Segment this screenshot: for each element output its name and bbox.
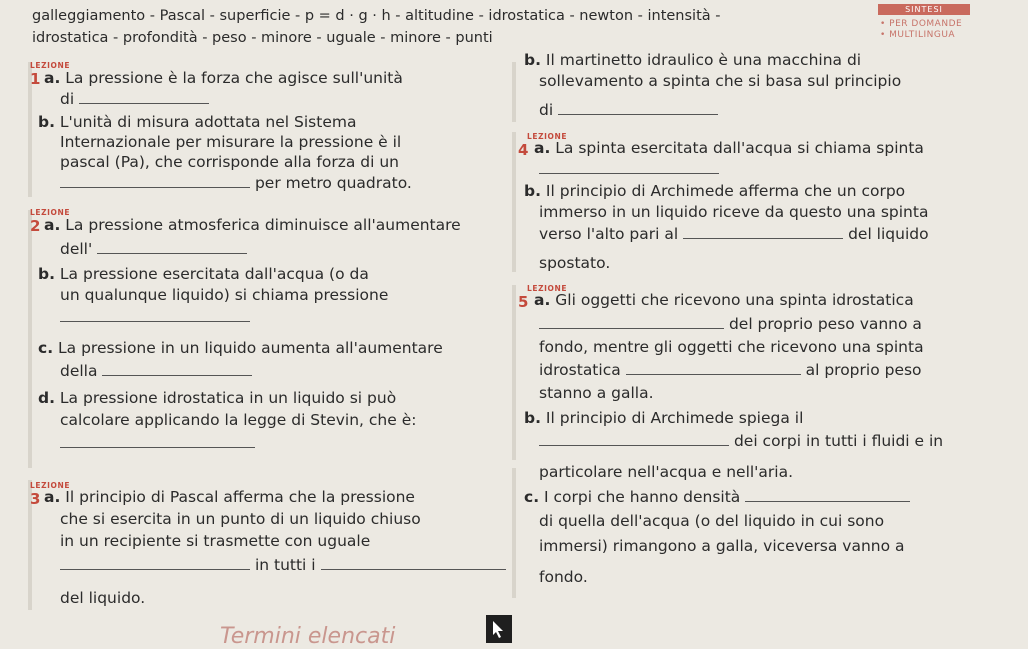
answer-blank[interactable] bbox=[60, 320, 250, 322]
q1b-right-line3: di bbox=[539, 101, 718, 119]
lesson-tag: LEZIONE bbox=[30, 208, 71, 217]
answer-blank[interactable] bbox=[558, 113, 718, 115]
q5a-text-line5: stanno a galla. bbox=[539, 384, 654, 402]
q1a-text-line2: di bbox=[60, 90, 209, 108]
question-number-1: 1 bbox=[30, 70, 41, 88]
q5c-text-line4: fondo. bbox=[539, 568, 588, 586]
sintesi-badge: SINTESI bbox=[878, 4, 970, 15]
q3a-text-line4: in tutti i bbox=[60, 556, 506, 574]
question-number-5: 5 bbox=[518, 293, 529, 311]
q2b-text-line2: un qualunque liquido) si chiama pressione bbox=[60, 286, 389, 304]
q1b-right-line2: sollevamento a spinta che si basa sul principio bbox=[539, 72, 902, 90]
q5a-text-line2: del proprio peso vanno a bbox=[539, 315, 922, 333]
q4a-text-line2 bbox=[539, 160, 719, 178]
q5b-text: b. Il principio di Archimede spiega il bbox=[524, 409, 804, 427]
question-number-3: 3 bbox=[30, 490, 41, 508]
section-title-footer: Termini elencati bbox=[220, 624, 396, 649]
q5b-text-line2: dei corpi in tutti i fluidi e in bbox=[539, 432, 943, 450]
q5a-text: a. Gli oggetti che ricevono una spinta idrostatica bbox=[534, 291, 914, 309]
cursor-arrow-icon bbox=[486, 615, 512, 643]
q2d-text: d. La pressione idrostatica in un liquido si può bbox=[38, 389, 397, 407]
q3a-text-line3: in un recipiente si trasmette con uguale bbox=[60, 532, 371, 550]
lesson-tag: LEZIONE bbox=[527, 132, 568, 141]
answer-blank[interactable] bbox=[539, 327, 724, 329]
answer-blank[interactable] bbox=[102, 374, 252, 376]
q2b-text-line3 bbox=[60, 308, 250, 326]
header-terms-line1: galleggiamento - Pascal - superficie - p = d · g · h - altitudine - idrostatica - newton - intensità - bbox=[32, 8, 721, 24]
q4b-text: b. Il principio di Archimede afferma che un corpo bbox=[524, 182, 906, 200]
q1b-text-line4: per metro quadrato. bbox=[60, 174, 412, 192]
header-terms-line2: idrostatica - profondità - peso - minore - uguale - minore - punti bbox=[32, 30, 493, 46]
q2c-text: c. La pressione in un liquido aumenta all'aumentare bbox=[38, 339, 443, 357]
q2d-text-line3 bbox=[60, 434, 255, 452]
q5a-text-line3: fondo, mentre gli oggetti che ricevono una spinta bbox=[539, 338, 924, 356]
question-number-4: 4 bbox=[518, 141, 529, 159]
q5c-text-line3: immersi) rimangono a galla, viceversa vanno a bbox=[539, 537, 905, 555]
answer-blank[interactable] bbox=[97, 252, 247, 254]
answer-blank[interactable] bbox=[539, 444, 729, 446]
q4b-text-line2: immerso in un liquido riceve da questo una spinta bbox=[539, 203, 929, 221]
q5b-text-line3: particolare nell'acqua e nell'aria. bbox=[539, 463, 794, 481]
tag-multilingua: • MULTILINGUA bbox=[880, 30, 956, 40]
q1b-right-text: b. Il martinetto idraulico è una macchina di bbox=[524, 51, 862, 69]
q1b-text-line2: Internazionale per misurare la pressione è il bbox=[60, 133, 402, 151]
q2b-text: b. La pressione esercitata dall'acqua (o da bbox=[38, 265, 369, 283]
tag-per-domande: • PER DOMANDE bbox=[880, 19, 963, 29]
q1b-text-line3: pascal (Pa), che corrisponde alla forza di un bbox=[60, 153, 400, 171]
answer-blank[interactable] bbox=[60, 186, 250, 188]
margin-bar bbox=[512, 468, 516, 598]
q4b-text-line3: verso l'alto pari al del liquido bbox=[539, 225, 929, 243]
q2a-text-line2: dell' bbox=[60, 240, 247, 258]
answer-blank[interactable] bbox=[745, 500, 910, 502]
answer-blank[interactable] bbox=[626, 373, 801, 375]
lesson-tag: LEZIONE bbox=[30, 481, 71, 490]
margin-bar bbox=[512, 62, 516, 122]
q1b-text: b. L'unità di misura adottata nel Sistema bbox=[38, 113, 357, 131]
q1a-text: a. La pressione è la forza che agisce sull'unità bbox=[44, 69, 403, 87]
q5a-text-line4: idrostatica al proprio peso bbox=[539, 361, 922, 379]
q2d-text-line2: calcolare applicando la legge di Stevin, che è: bbox=[60, 411, 417, 429]
lesson-tag: LEZIONE bbox=[527, 284, 568, 293]
answer-blank[interactable] bbox=[683, 237, 843, 239]
margin-bar bbox=[512, 285, 516, 460]
q5c-text: c. I corpi che hanno densità bbox=[524, 488, 910, 506]
q3a-text-line2: che si esercita in un punto di un liquido chiuso bbox=[60, 510, 421, 528]
margin-bar bbox=[28, 210, 32, 468]
q5c-text-line2: di quella dell'acqua (o del liquido in cui sono bbox=[539, 512, 885, 530]
answer-blank[interactable] bbox=[539, 172, 719, 174]
answer-blank[interactable] bbox=[60, 446, 255, 448]
margin-bar bbox=[512, 132, 516, 272]
answer-blank[interactable] bbox=[60, 568, 250, 570]
q4b-text-line4: spostato. bbox=[539, 254, 611, 272]
question-number-2: 2 bbox=[30, 217, 41, 235]
q4a-text: a. La spinta esercitata dall'acqua si chiama spinta bbox=[534, 139, 924, 157]
answer-blank[interactable] bbox=[321, 568, 506, 570]
q3a-text: a. Il principio di Pascal afferma che la pressione bbox=[44, 488, 415, 506]
lesson-tag: LEZIONE bbox=[30, 61, 71, 70]
q3a-text-line5: del liquido. bbox=[60, 589, 146, 607]
q2a-text: a. La pressione atmosferica diminuisce all'aumentare bbox=[44, 216, 461, 234]
q2c-text-line2: della bbox=[60, 362, 252, 380]
answer-blank[interactable] bbox=[79, 102, 209, 104]
